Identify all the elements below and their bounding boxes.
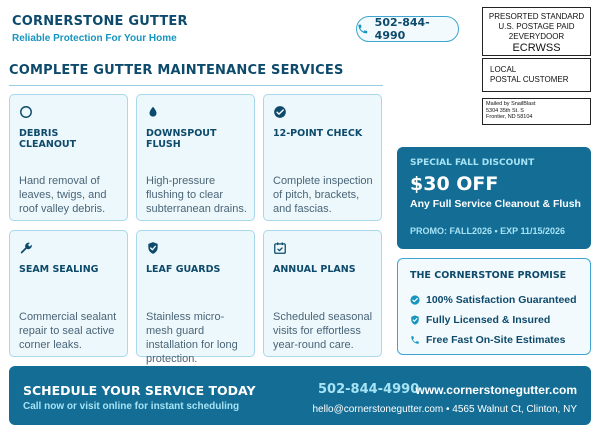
check-circle-icon bbox=[273, 105, 287, 119]
shield-check-icon bbox=[146, 241, 160, 255]
recipient-line-2: POSTAL CUSTOMER bbox=[490, 75, 569, 84]
service-card-leaf-guards bbox=[136, 230, 255, 365]
section-divider bbox=[9, 85, 383, 86]
discount-desc: Any Full Service Cleanout & Flush bbox=[410, 198, 581, 210]
promise-text: 100% Satisfaction Guaranteed bbox=[426, 294, 577, 306]
phone-icon bbox=[357, 23, 369, 35]
promo-code: PROMO: FALL2026 • EXP 11/15/2026 bbox=[410, 226, 566, 236]
service-card-12-point-check bbox=[263, 94, 382, 221]
phone-number: 502-844-4990 bbox=[374, 16, 430, 42]
service-desc: Complete inspection of pitch, brackets, and fascias. bbox=[273, 175, 373, 215]
footer-subline: Call now or visit online for instant scheduling bbox=[23, 401, 240, 412]
discount-panel bbox=[397, 147, 591, 249]
service-title: LEAF GUARDS bbox=[146, 264, 221, 275]
phone-icon bbox=[410, 335, 420, 345]
return-line-3: Frontier, ND 58104 bbox=[486, 114, 533, 120]
service-desc: Commercial sealant repair to seal active corner leaks. bbox=[19, 311, 117, 351]
service-title: ANNUAL PLANS bbox=[273, 264, 356, 275]
footer-website[interactable]: www.cornerstonegutter.com bbox=[415, 383, 577, 397]
footer-headline: SCHEDULE YOUR SERVICE TODAY bbox=[23, 383, 256, 398]
service-title: DEBRIS CLEANOUT bbox=[19, 128, 77, 150]
service-title: DOWNSPOUT FLUSH bbox=[146, 128, 217, 150]
promise-text: Fully Licensed & Insured bbox=[426, 314, 551, 326]
brand-block bbox=[12, 14, 188, 44]
recipient-address bbox=[482, 58, 591, 92]
water-drop-icon bbox=[146, 105, 160, 119]
service-desc: Stainless micro-mesh guard installation for long protection. bbox=[146, 311, 238, 365]
return-line-2: 5304 35th St. S bbox=[486, 107, 524, 114]
footer-phone[interactable]: 502-844-4990 bbox=[318, 382, 420, 397]
phone-pill[interactable] bbox=[356, 16, 459, 42]
brand-tagline: Reliable Protection For Your Home bbox=[12, 33, 177, 44]
wrench-icon bbox=[19, 241, 33, 255]
postage-line-3: 2EVERYDOOR bbox=[508, 32, 565, 41]
brand-name: CORNERSTONE GUTTER bbox=[12, 14, 188, 29]
recipient-line-1: LOCAL bbox=[490, 65, 517, 74]
return-address bbox=[482, 98, 591, 125]
service-desc: High-pressure flushing to clear subterranean drains. bbox=[146, 175, 247, 215]
discount-amount: $30 OFF bbox=[410, 173, 499, 195]
calendar-check-icon bbox=[273, 241, 287, 255]
postage-line-1: PRESORTED STANDARD bbox=[488, 12, 585, 21]
service-title: 12-POINT CHECK bbox=[273, 128, 363, 139]
service-card-seam-sealing bbox=[9, 230, 128, 357]
footer-banner bbox=[9, 366, 591, 425]
service-card-debris-cleanout bbox=[9, 94, 128, 221]
footer-contact: hello@cornerstonegutter.com • 4565 Walnut Ct, Clinton, NY bbox=[312, 404, 577, 415]
promise-title: THE CORNERSTONE PROMISE bbox=[410, 270, 567, 281]
promise-panel bbox=[397, 258, 591, 355]
service-card-downspout-flush bbox=[136, 94, 255, 221]
service-desc: Hand removal of leaves, twigs, and roof valley debris. bbox=[19, 175, 107, 215]
postage-indicia bbox=[482, 7, 591, 56]
shield-check-icon bbox=[410, 315, 420, 325]
discount-kicker: SPECIAL FALL DISCOUNT bbox=[410, 158, 535, 168]
service-desc: Scheduled seasonal visits for effortless year-round care. bbox=[273, 311, 373, 351]
promise-text: Free Fast On-Site Estimates bbox=[426, 334, 566, 346]
return-line-1: Mailed by SnailBlast bbox=[486, 101, 536, 107]
services-title: COMPLETE GUTTER MAINTENANCE SERVICES bbox=[9, 63, 344, 78]
postage-code: ECRWSS bbox=[512, 42, 561, 54]
promise-item bbox=[410, 334, 565, 346]
promise-item bbox=[410, 294, 577, 306]
service-card-annual-plans bbox=[263, 230, 382, 357]
service-title: SEAM SEALING bbox=[19, 264, 99, 275]
circle-outline-icon bbox=[19, 105, 33, 119]
promise-item bbox=[410, 314, 550, 326]
check-circle-icon bbox=[410, 295, 420, 305]
postage-line-2: U.S. POSTAGE PAID bbox=[498, 22, 575, 31]
